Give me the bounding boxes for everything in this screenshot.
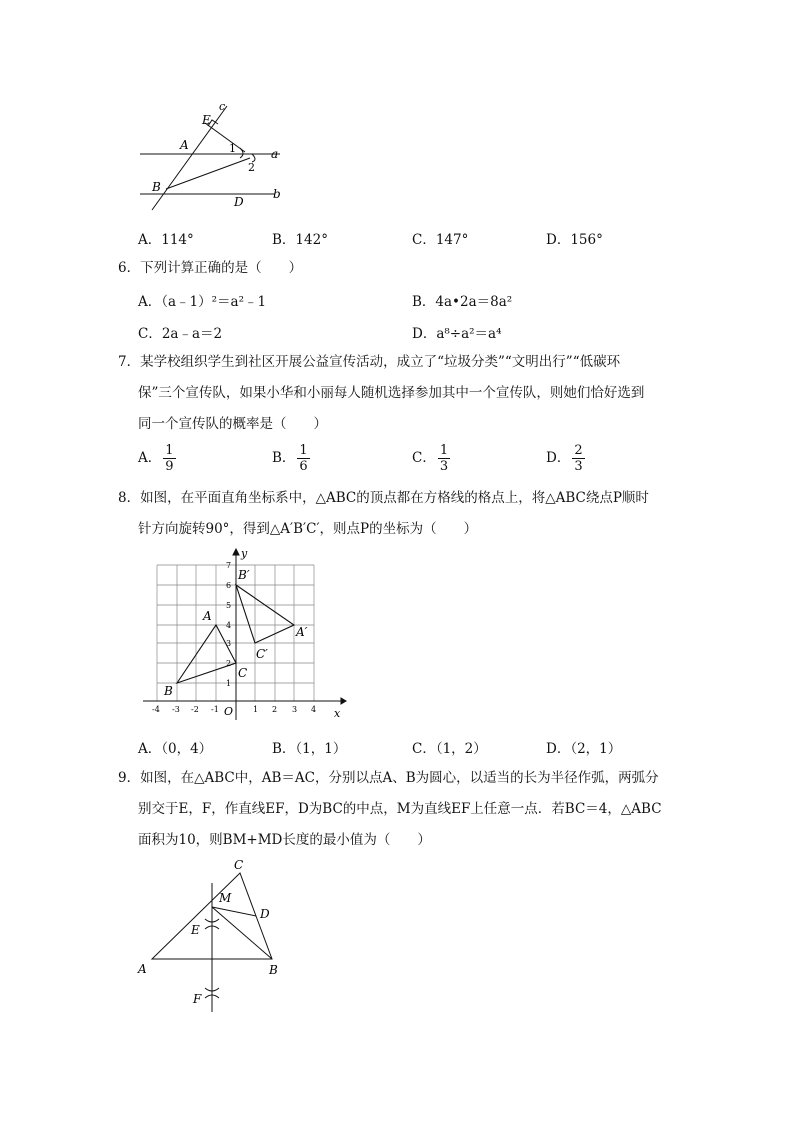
y-tick-3: 3 [226,639,232,648]
q9-stem: 9．如图，在△ABC中，AB＝AC，分别以点A、B为圆心，以适当的长为半径作弧，两弧分 别交于E，F，作直线EF，D为BC的中点，M为直线EF上任意一点．若BC＝4，△ABC 面积为10，则BM+MD长度的最小值为（ ） [118,770,662,848]
origin-label: O [224,705,234,718]
y-tick-1: 1 [226,679,232,688]
fig9-label-B: B [269,963,278,977]
fig5-label-a: a [271,147,279,161]
x-tick-1: 1 [253,705,259,714]
y-tick-6: 6 [226,581,232,590]
x-tick-4: 4 [311,705,317,714]
fig9-label-M: M [219,891,232,905]
fraction: $\frac{2}{3}$ [574,443,583,474]
x-tick--2: -2 [191,705,199,714]
figure-triangle-construction [130,855,300,1020]
y-tick-2: 2 [226,659,232,668]
q6-option-a[interactable]: A．（a﹣1）²＝a²﹣1 [138,294,267,310]
fraction: $\frac{1}{9}$ [165,443,174,474]
fig5-label-c: c [219,100,226,113]
fig5-label-A: A [180,138,189,152]
x-tick--4: -4 [152,705,160,714]
y-axis-label: y [241,547,248,560]
y-tick-5: 5 [226,601,232,610]
x-tick--1: -1 [211,705,219,714]
fig5-label-b: b [273,187,281,201]
q8-option-c[interactable]: C．（1，2） [412,741,487,757]
x-tick-2: 2 [272,705,278,714]
q7-option-c[interactable]: C． $\frac{1}{3}$ [412,443,449,474]
q6-option-d[interactable]: D．a⁸÷a²＝a⁴ [412,326,502,342]
fig5-label-D: D [234,195,244,209]
q7-option-a[interactable]: A． $\frac{1}{9}$ [138,443,174,474]
fig9-label-D: D [260,907,270,921]
fig8-label-A-prime: A′ [296,625,308,639]
q8-option-b[interactable]: B．（1，1） [272,741,347,757]
fig9-label-E: E [191,923,200,937]
q6-stem: 6．下列计算正确的是（ ） [118,260,303,276]
fig9-label-C: C [234,858,244,872]
fig9-label-F: F [193,992,202,1006]
fig5-label-E: E [202,113,211,127]
y-tick-7: 7 [226,561,232,570]
fig8-label-B: B [164,684,173,698]
q5-option-a[interactable]: A．114° [138,232,194,248]
q8-option-a[interactable]: A．（0，4） [138,741,213,757]
y-tick-4: 4 [226,621,232,630]
fig8-label-A: A [203,609,212,623]
q6-option-c[interactable]: C．2a﹣a＝2 [138,326,223,342]
q7-option-d[interactable]: D． $\frac{2}{3}$ [546,443,583,474]
figure-coordinate-grid [138,545,348,725]
x-tick-3: 3 [292,705,298,714]
figure-parallel-lines [130,98,300,214]
fraction: $\frac{1}{6}$ [299,443,308,474]
fig5-label-2: 2 [248,161,255,174]
q6-option-b[interactable]: B．4a•2a＝8a² [412,294,513,310]
fig8-label-C: C [238,666,248,680]
q8-option-d[interactable]: D．（2，1） [546,741,622,757]
fig8-label-C-prime: C′ [256,647,268,661]
fig5-label-1: 1 [229,142,236,155]
q5-option-b[interactable]: B．142° [272,232,328,248]
fig5-label-B: B [152,180,161,194]
q7-option-b[interactable]: B． $\frac{1}{6}$ [272,443,308,474]
fig9-label-A: A [138,962,147,976]
x-tick--3: -3 [172,705,180,714]
q7-stem: 7．某学校组织学生到社区开展公益宣传活动，成立了“垃圾分类”“文明出行”“低碳环 保”三个宣传队，如果小华和小丽每人随机选择参加其中一个宣传队，则她们恰好选到 同一个宣传队的概率是（ ） [118,354,645,432]
q8-stem: 8．如图，在平面直角坐标系中，△ABC的顶点都在方格线的格点上，将△ABC绕点P顺时 针方向旋转90°，得到△A′B′C′，则点P的坐标为（ ） [118,490,649,537]
q5-option-d[interactable]: D．156° [546,232,603,248]
q5-option-c[interactable]: C．147° [412,232,469,248]
fraction: $\frac{1}{3}$ [439,443,449,474]
fig8-label-B-prime: B′ [238,568,250,582]
x-axis-label: x [334,707,341,720]
